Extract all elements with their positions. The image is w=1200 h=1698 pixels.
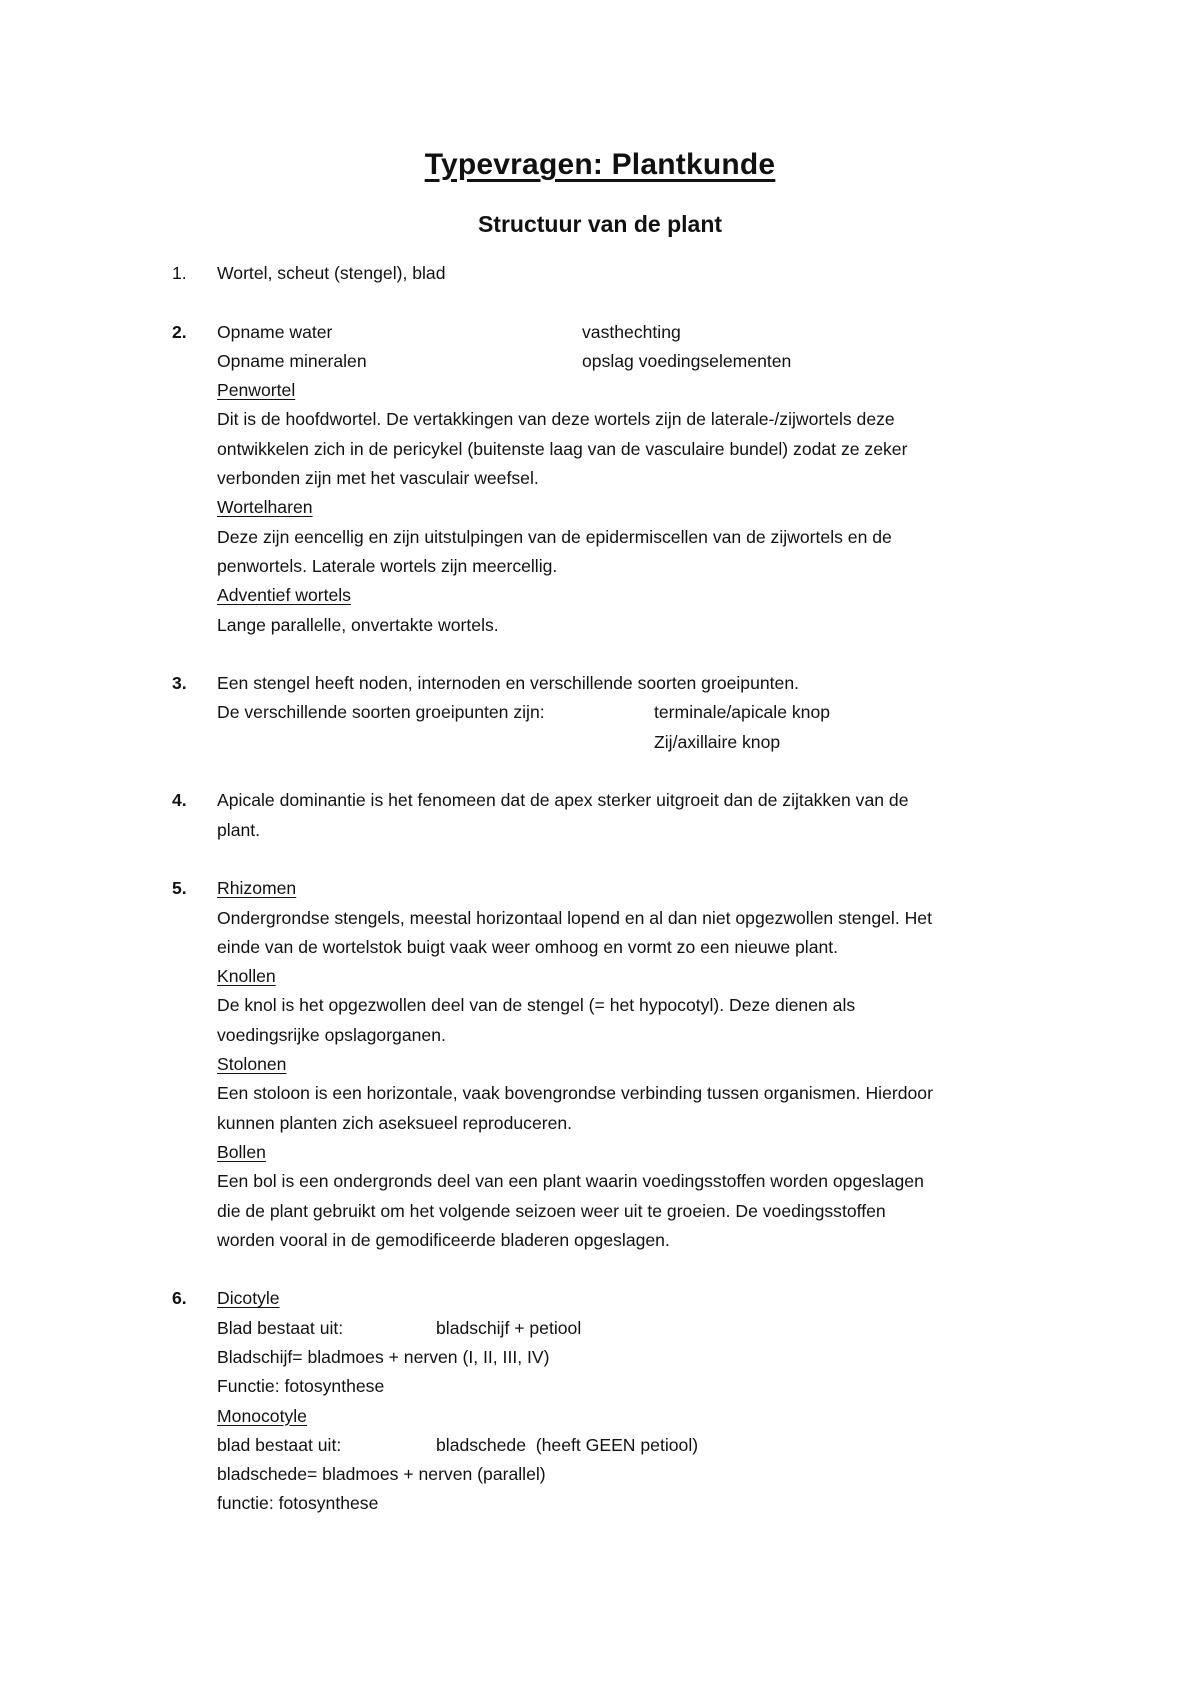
function-row — [217, 318, 1052, 347]
subheading-penwortel: Penwortel — [217, 380, 296, 401]
question-number: 4. — [172, 790, 187, 811]
question-number: 3. — [172, 673, 187, 694]
paragraph-line: Een stoloon is een horizontale, vaak bovengrondse verbinding tussen organismen. Hierdoor — [217, 1083, 933, 1104]
paragraph-line: Deze zijn eencellig en zijn uitstulpingen van de epidermiscellen van de zijwortels en de — [217, 526, 892, 547]
subheading-rhizomen: Rhizomen — [217, 878, 297, 899]
blad-row — [217, 1431, 1052, 1460]
paragraph-line: Ondergrondse stengels, meestal horizontaal lopend en al dan niet opgezwollen stengel. Het — [217, 907, 932, 928]
paragraph-line: einde van de wortelstok buigt vaak weer omhoog en vormt zo een nieuwe plant. — [217, 936, 839, 957]
subheading-wortelharen: Wortelharen — [217, 497, 313, 518]
subheading-stolonen: Stolonen — [217, 1054, 287, 1075]
paragraph-line: functie: fotosynthese — [217, 1493, 379, 1514]
function-left: Opname water — [217, 321, 333, 342]
paragraph-line: penwortels. Laterale wortels zijn meercellig. — [217, 555, 558, 576]
question-number: 5. — [172, 878, 187, 899]
paragraph-line: Een stengel heeft noden, internoden en verschillende soorten groeipunten. — [217, 673, 799, 694]
blad-value: bladschijf + petiool — [436, 1317, 582, 1338]
subheading-monocotyle: Monocotyle — [217, 1405, 307, 1426]
paragraph-line: plant. — [217, 819, 261, 840]
question-number: 2. — [172, 321, 187, 342]
subheading-knollen: Knollen — [217, 966, 276, 987]
function-right: vasthechting — [582, 321, 681, 342]
paragraph-line: Functie: fotosynthese — [217, 1376, 385, 1397]
paragraph-line: voedingsrijke opslagorganen. — [217, 1024, 446, 1045]
paragraph-line: ontwikkelen zich in de pericykel (buitenste laag van de vasculaire bundel) zodat ze zeker — [217, 438, 908, 459]
paragraph-line: Lange parallelle, onvertakte wortels. — [217, 614, 499, 635]
question-3 — [172, 669, 1052, 757]
question-number: 6. — [172, 1288, 187, 1309]
paragraph-line: Een bol is een ondergronds deel van een plant waarin voedingsstoffen worden opgeslagen — [217, 1171, 924, 1192]
function-left: Opname mineralen — [217, 350, 367, 371]
blad-label: blad bestaat uit: — [217, 1434, 342, 1455]
question-1 — [172, 259, 1052, 288]
groeipunten-label: De verschillende soorten groeipunten zijn: — [217, 702, 545, 723]
paragraph-line: Apicale dominantie is het fenomeen dat de apex sterker uitgroeit dan de zijtakken van de — [217, 790, 909, 811]
question-2 — [172, 318, 1052, 640]
question-5 — [172, 874, 1052, 1255]
groeipunten-value: Zij/axillaire knop — [654, 731, 781, 752]
question-number: 1. — [172, 263, 187, 283]
function-right: opslag voedingselementen — [582, 350, 792, 371]
paragraph-line: De knol is het opgezwollen deel van de stengel (= het hypocotyl). Deze dienen als — [217, 995, 856, 1016]
subheading-bollen: Bollen — [217, 1141, 266, 1162]
answer-text: Wortel, scheut (stengel), blad — [217, 263, 446, 283]
section-heading: Structuur van de plant — [477, 211, 723, 237]
paragraph-line: kunnen planten zich aseksueel reproduceren. — [217, 1112, 573, 1133]
paragraph-line: die de plant gebruikt om het volgende seizoen weer uit te groeien. De voedingsstoffen — [217, 1200, 886, 1221]
blad-label: Blad bestaat uit: — [217, 1317, 344, 1338]
paragraph-line: Dit is de hoofdwortel. De vertakkingen van deze wortels zijn de laterale-/zijwortels deze — [217, 409, 895, 430]
subheading-adventief: Adventief wortels — [217, 585, 351, 606]
groeipunten-row — [217, 698, 1052, 727]
subheading-dicotyle: Dicotyle — [217, 1288, 280, 1309]
blad-value: bladschede (heeft GEEN petiool) — [436, 1434, 699, 1455]
question-4 — [172, 786, 1052, 845]
blad-row — [217, 1314, 1052, 1343]
paragraph-line: verbonden zijn met het vasculair weefsel. — [217, 468, 539, 489]
function-row — [217, 347, 1052, 376]
question-6 — [172, 1284, 1052, 1518]
paragraph-line: Bladschijf= bladmoes + nerven (I, II, III, IV) — [217, 1346, 550, 1367]
document-title: Typevragen: Plantkunde — [424, 148, 776, 181]
question-list — [172, 259, 1052, 1548]
paragraph-line: bladschede= bladmoes + nerven (parallel) — [217, 1464, 546, 1485]
paragraph-line: worden vooral in de gemodificeerde bladeren opgeslagen. — [217, 1229, 670, 1250]
groeipunten-value: terminale/apicale knop — [654, 702, 831, 723]
